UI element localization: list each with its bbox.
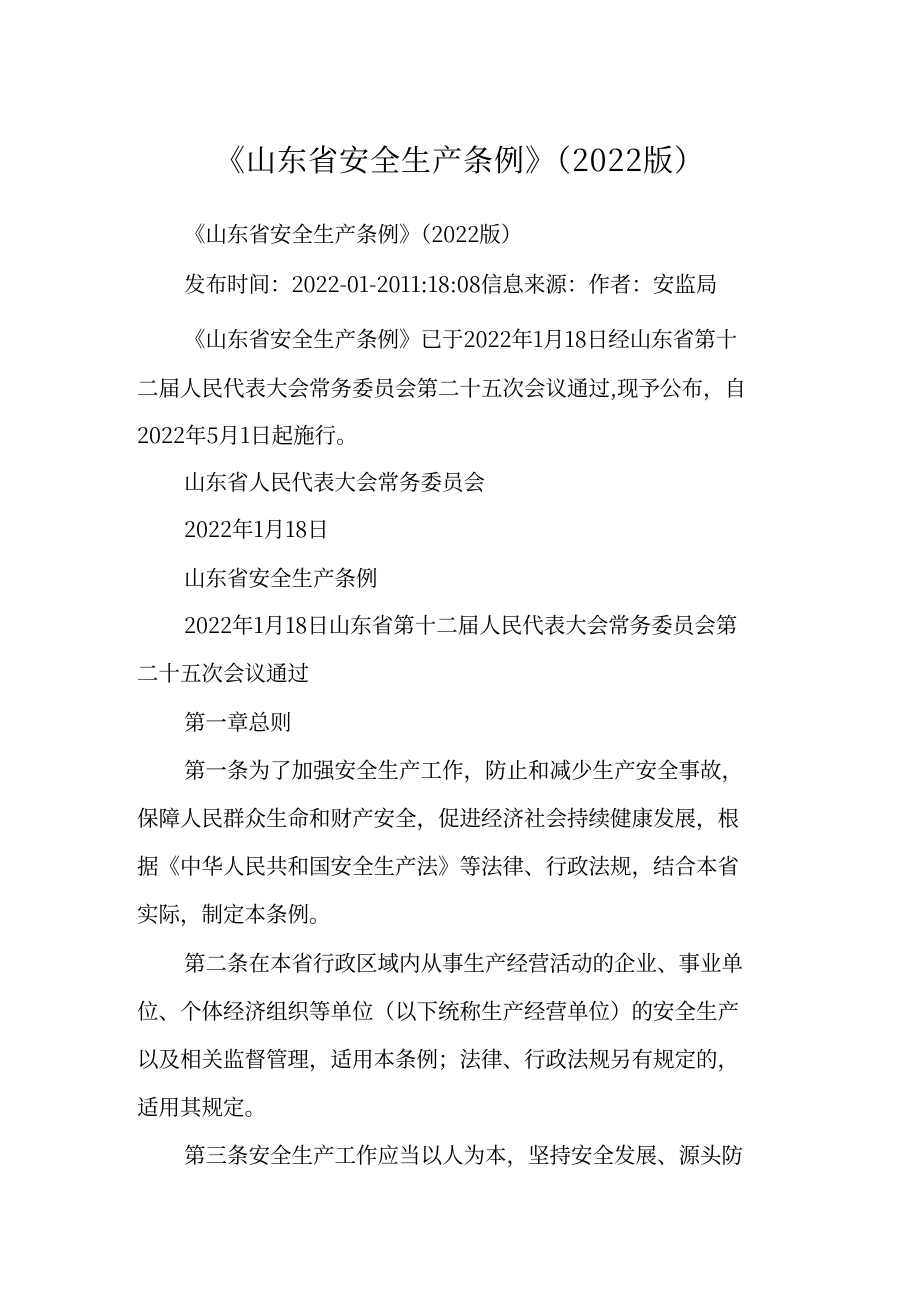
paragraph-line: 第三条安全生产工作应当以人为本，坚持安全发展、源头防 [184, 1139, 744, 1170]
paragraph-line: 实际，制定本条例。 [137, 898, 331, 929]
publish-info-line: 发布时间：2022-01-2011:18:08信息来源：作者：安监局 [184, 268, 718, 299]
paragraph-line: 《山东省安全生产条例》已于2022年1月18日经山东省第十 [184, 323, 738, 354]
issuer-line: 山东省人民代表大会常务委员会 [184, 466, 486, 497]
regulation-name-line: 山东省安全生产条例 [184, 562, 378, 593]
paragraph-line: 适用其规定。 [137, 1091, 267, 1122]
chapter-heading: 第一章总则 [184, 706, 292, 737]
subtitle-line: 《山东省安全生产条例》（2022版） [184, 218, 523, 249]
paragraph-line: 二届人民代表大会常务委员会第二十五次会议通过,现予公布，自 [137, 372, 747, 403]
paragraph-line: 据《中华人民共和国安全生产法》等法律、行政法规，结合本省 [137, 850, 740, 881]
paragraph-line: 2022年1月18日山东省第十二届人民代表大会常务委员会第 [184, 609, 738, 640]
paragraph-line: 以及相关监督管理，适用本条例；法律、行政法规另有规定的， [137, 1043, 740, 1074]
paragraph-line: 保障人民群众生命和财产安全，促进经济社会持续健康发展，根 [137, 802, 740, 833]
date-line: 2022年1月18日 [184, 513, 329, 544]
paragraph-line: 第二条在本省行政区域内从事生产经营活动的企业、事业单 [184, 947, 744, 978]
paragraph-line: 2022年5月1日起施行。 [137, 419, 358, 450]
paragraph-line: 二十五次会议通过 [137, 657, 310, 688]
paragraph-line: 位、个体经济组织等单位（以下统称生产经营单位）的安全生产 [137, 995, 740, 1026]
paragraph-line: 第一条为了加强安全生产工作，防止和减少生产安全事故， [184, 754, 744, 785]
document-title: 《山东省安全生产条例》（2022版） [215, 136, 705, 180]
